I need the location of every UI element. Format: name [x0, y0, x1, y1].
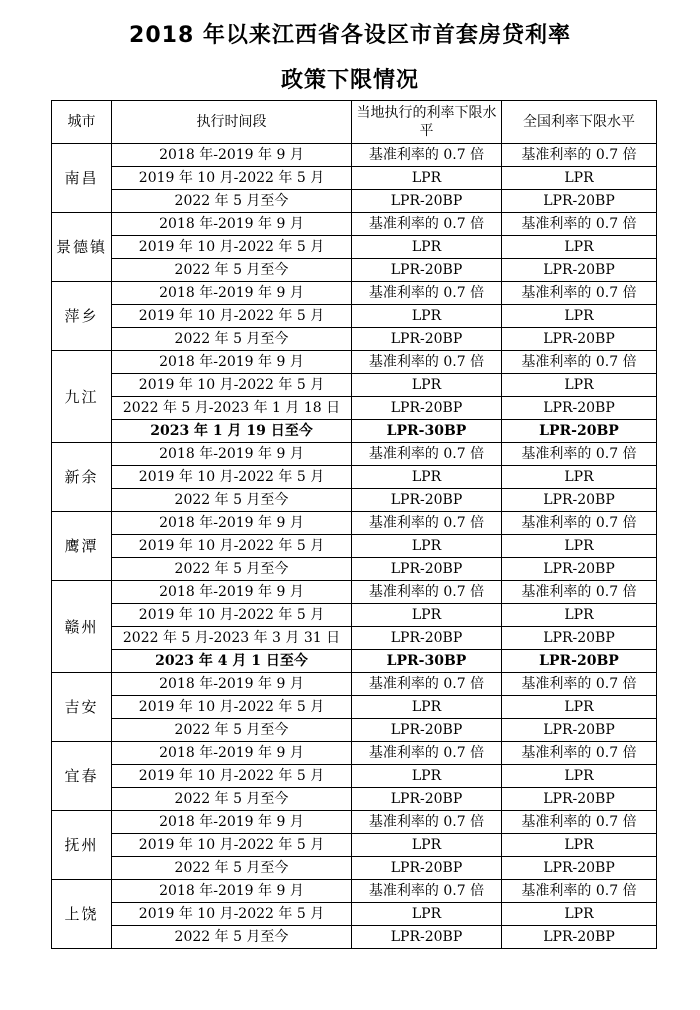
national-rate-cell: LPR	[502, 167, 657, 190]
national-rate-cell: 基准利率的 0.7 倍	[502, 351, 657, 374]
header-city: 城市	[52, 101, 112, 144]
national-rate-cell: LPR-20BP	[502, 259, 657, 282]
national-rate-cell: 基准利率的 0.7 倍	[502, 581, 657, 604]
table-row	[52, 489, 657, 512]
local-rate-cell: LPR-20BP	[352, 397, 502, 420]
city-name: 赣州	[52, 581, 112, 673]
header-local-rate: 当地执行的利率下限水平	[352, 101, 502, 144]
table-row	[52, 351, 657, 374]
local-rate-cell: LPR-20BP	[352, 719, 502, 742]
national-rate-cell: LPR	[502, 374, 657, 397]
period-cell: 2022 年 5 月至今	[112, 259, 352, 282]
period-cell: 2018 年-2019 年 9 月	[112, 811, 352, 834]
national-rate-cell: LPR-20BP	[502, 627, 657, 650]
table-row	[52, 581, 657, 604]
period-cell: 2019 年 10 月-2022 年 5 月	[112, 765, 352, 788]
city-name: 抚州	[52, 811, 112, 880]
table-row	[52, 719, 657, 742]
local-rate-cell: LPR-20BP	[352, 627, 502, 650]
period-cell: 2019 年 10 月-2022 年 5 月	[112, 466, 352, 489]
local-rate-cell: 基准利率的 0.7 倍	[352, 811, 502, 834]
table-row	[52, 627, 657, 650]
national-rate-cell: LPR	[502, 765, 657, 788]
local-rate-cell: LPR	[352, 696, 502, 719]
table-row	[52, 236, 657, 259]
national-rate-cell: LPR-20BP	[502, 328, 657, 351]
national-rate-cell: LPR	[502, 236, 657, 259]
period-cell: 2022 年 5 月至今	[112, 926, 352, 949]
local-rate-cell: LPR	[352, 305, 502, 328]
header-period: 执行时间段	[112, 101, 352, 144]
local-rate-cell: 基准利率的 0.7 倍	[352, 581, 502, 604]
local-rate-cell: LPR-20BP	[352, 190, 502, 213]
table-row	[52, 512, 657, 535]
national-rate-cell: LPR	[502, 604, 657, 627]
table-row	[52, 190, 657, 213]
table-row	[52, 673, 657, 696]
period-cell: 2018 年-2019 年 9 月	[112, 880, 352, 903]
local-rate-cell: LPR	[352, 535, 502, 558]
table-row	[52, 811, 657, 834]
city-name: 吉安	[52, 673, 112, 742]
table-row	[52, 903, 657, 926]
period-cell: 2019 年 10 月-2022 年 5 月	[112, 236, 352, 259]
local-rate-cell: LPR-20BP	[352, 926, 502, 949]
period-cell: 2022 年 5 月至今	[112, 719, 352, 742]
period-cell: 2022 年 5 月至今	[112, 558, 352, 581]
period-cell: 2023 年 1 月 19 日至今	[112, 420, 352, 443]
city-name: 九江	[52, 351, 112, 443]
period-cell: 2018 年-2019 年 9 月	[112, 144, 352, 167]
national-rate-cell: LPR-20BP	[502, 397, 657, 420]
local-rate-cell: 基准利率的 0.7 倍	[352, 144, 502, 167]
national-rate-cell: 基准利率的 0.7 倍	[502, 742, 657, 765]
local-rate-cell: LPR-30BP	[352, 420, 502, 443]
national-rate-cell: LPR-20BP	[502, 558, 657, 581]
table-row	[52, 443, 657, 466]
period-cell: 2019 年 10 月-2022 年 5 月	[112, 374, 352, 397]
table-row	[52, 880, 657, 903]
period-cell: 2018 年-2019 年 9 月	[112, 351, 352, 374]
table-row	[52, 604, 657, 627]
local-rate-cell: LPR-20BP	[352, 328, 502, 351]
table-row	[52, 282, 657, 305]
policy-table	[51, 100, 657, 949]
period-cell: 2018 年-2019 年 9 月	[112, 673, 352, 696]
period-cell: 2022 年 5 月-2023 年 1 月 18 日	[112, 397, 352, 420]
period-cell: 2022 年 5 月至今	[112, 788, 352, 811]
table-row	[52, 765, 657, 788]
local-rate-cell: LPR-20BP	[352, 489, 502, 512]
period-cell: 2018 年-2019 年 9 月	[112, 443, 352, 466]
table-row	[52, 466, 657, 489]
national-rate-cell: 基准利率的 0.7 倍	[502, 880, 657, 903]
table-row	[52, 328, 657, 351]
period-cell: 2019 年 10 月-2022 年 5 月	[112, 834, 352, 857]
national-rate-cell: LPR	[502, 903, 657, 926]
period-cell: 2018 年-2019 年 9 月	[112, 581, 352, 604]
period-cell: 2019 年 10 月-2022 年 5 月	[112, 167, 352, 190]
period-cell: 2019 年 10 月-2022 年 5 月	[112, 604, 352, 627]
table-row	[52, 857, 657, 880]
table-body	[52, 144, 657, 949]
city-name: 新余	[52, 443, 112, 512]
page-title: 2018 年以来江西省各设区市首套房贷利率	[129, 23, 571, 48]
local-rate-cell: 基准利率的 0.7 倍	[352, 880, 502, 903]
local-rate-cell: LPR	[352, 765, 502, 788]
national-rate-cell: LPR-20BP	[502, 489, 657, 512]
table-row	[52, 305, 657, 328]
national-rate-cell: LPR-20BP	[502, 650, 657, 673]
table-row	[52, 397, 657, 420]
period-cell: 2019 年 10 月-2022 年 5 月	[112, 696, 352, 719]
local-rate-cell: LPR	[352, 604, 502, 627]
national-rate-cell: LPR-20BP	[502, 420, 657, 443]
local-rate-cell: LPR	[352, 167, 502, 190]
national-rate-cell: LPR	[502, 535, 657, 558]
national-rate-cell: LPR	[502, 305, 657, 328]
national-rate-cell: 基准利率的 0.7 倍	[502, 144, 657, 167]
period-cell: 2018 年-2019 年 9 月	[112, 512, 352, 535]
national-rate-cell: LPR-20BP	[502, 190, 657, 213]
local-rate-cell: LPR	[352, 903, 502, 926]
local-rate-cell: LPR	[352, 834, 502, 857]
local-rate-cell: LPR	[352, 374, 502, 397]
table-row	[52, 696, 657, 719]
national-rate-cell: LPR	[502, 466, 657, 489]
table-row	[52, 558, 657, 581]
national-rate-cell: LPR-20BP	[502, 926, 657, 949]
national-rate-cell: LPR	[502, 696, 657, 719]
city-name: 上饶	[52, 880, 112, 949]
local-rate-cell: 基准利率的 0.7 倍	[352, 282, 502, 305]
local-rate-cell: LPR	[352, 466, 502, 489]
national-rate-cell: LPR-20BP	[502, 788, 657, 811]
table-row	[52, 742, 657, 765]
page-subtitle: 政策下限情况	[280, 68, 419, 93]
local-rate-cell: LPR-20BP	[352, 259, 502, 282]
national-rate-cell: 基准利率的 0.7 倍	[502, 213, 657, 236]
period-cell: 2018 年-2019 年 9 月	[112, 282, 352, 305]
local-rate-cell: 基准利率的 0.7 倍	[352, 443, 502, 466]
table-row	[52, 788, 657, 811]
city-name: 鹰潭	[52, 512, 112, 581]
period-cell: 2022 年 5 月至今	[112, 489, 352, 512]
local-rate-cell: 基准利率的 0.7 倍	[352, 351, 502, 374]
table-row	[52, 420, 657, 443]
period-cell: 2019 年 10 月-2022 年 5 月	[112, 903, 352, 926]
header-national-rate: 全国利率下限水平	[502, 101, 657, 144]
table-row	[52, 374, 657, 397]
table-row	[52, 834, 657, 857]
period-cell: 2023 年 4 月 1 日至今	[112, 650, 352, 673]
period-cell: 2019 年 10 月-2022 年 5 月	[112, 535, 352, 558]
table-row	[52, 167, 657, 190]
local-rate-cell: LPR-30BP	[352, 650, 502, 673]
local-rate-cell: 基准利率的 0.7 倍	[352, 742, 502, 765]
national-rate-cell: 基准利率的 0.7 倍	[502, 673, 657, 696]
national-rate-cell: 基准利率的 0.7 倍	[502, 512, 657, 535]
period-cell: 2018 年-2019 年 9 月	[112, 742, 352, 765]
national-rate-cell: 基准利率的 0.7 倍	[502, 811, 657, 834]
period-cell: 2022 年 5 月至今	[112, 328, 352, 351]
city-name: 景德镇	[52, 213, 112, 282]
local-rate-cell: LPR-20BP	[352, 558, 502, 581]
local-rate-cell: LPR	[352, 236, 502, 259]
period-cell: 2019 年 10 月-2022 年 5 月	[112, 305, 352, 328]
period-cell: 2022 年 5 月至今	[112, 857, 352, 880]
table-row	[52, 535, 657, 558]
national-rate-cell: LPR-20BP	[502, 857, 657, 880]
table-header-row	[52, 101, 657, 144]
national-rate-cell: LPR-20BP	[502, 719, 657, 742]
national-rate-cell: LPR	[502, 834, 657, 857]
national-rate-cell: 基准利率的 0.7 倍	[502, 443, 657, 466]
local-rate-cell: LPR-20BP	[352, 857, 502, 880]
table-row	[52, 926, 657, 949]
period-cell: 2022 年 5 月至今	[112, 190, 352, 213]
period-cell: 2018 年-2019 年 9 月	[112, 213, 352, 236]
local-rate-cell: 基准利率的 0.7 倍	[352, 213, 502, 236]
city-name: 萍乡	[52, 282, 112, 351]
local-rate-cell: 基准利率的 0.7 倍	[352, 512, 502, 535]
period-cell: 2022 年 5 月-2023 年 3 月 31 日	[112, 627, 352, 650]
city-name: 宜春	[52, 742, 112, 811]
city-name: 南昌	[52, 144, 112, 213]
local-rate-cell: LPR-20BP	[352, 788, 502, 811]
table-row	[52, 213, 657, 236]
table-row	[52, 259, 657, 282]
table-row	[52, 650, 657, 673]
table-row	[52, 144, 657, 167]
national-rate-cell: 基准利率的 0.7 倍	[502, 282, 657, 305]
local-rate-cell: 基准利率的 0.7 倍	[352, 673, 502, 696]
